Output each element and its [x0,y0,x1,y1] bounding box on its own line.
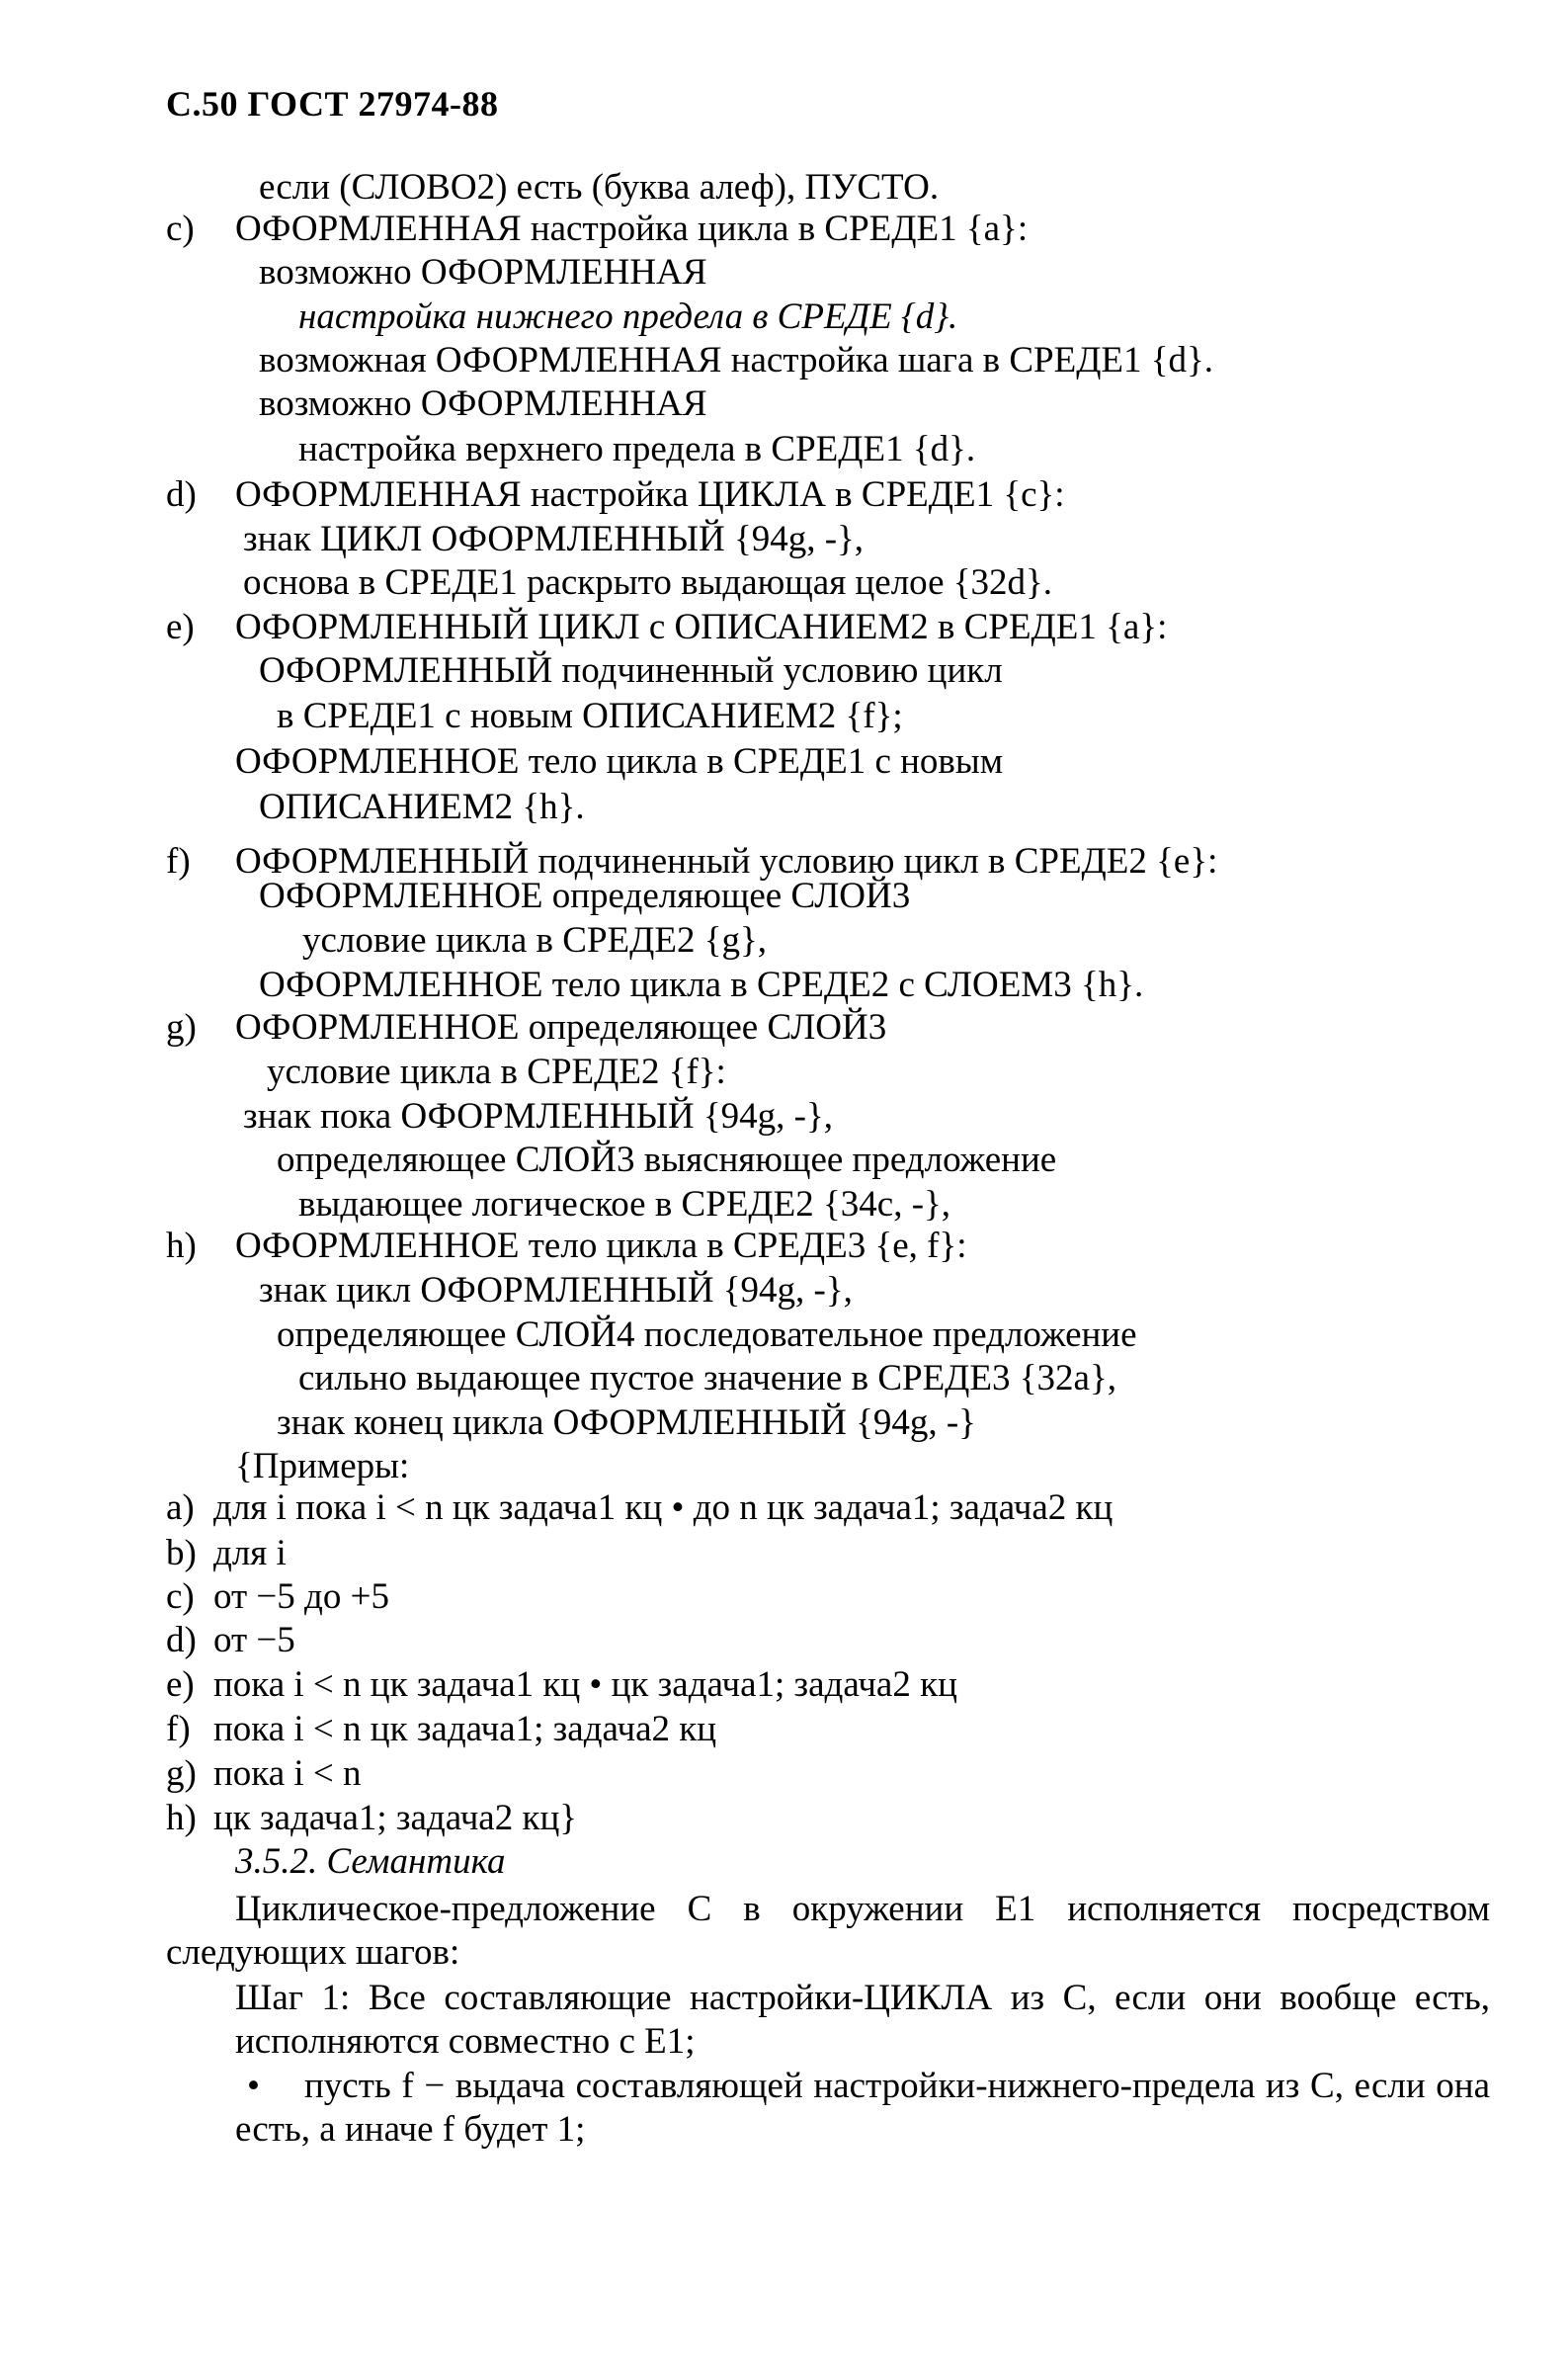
text-line: условие цикла в СРЕДЕ2 {g}, [302,920,767,961]
text-line: если (СЛОВО2) есть (буква алеф), ПУСТО. [259,167,940,208]
rule-marker-f: f) [166,841,191,882]
rule-marker-e: e) [166,607,195,647]
example-line: пока i < n цк задача1; задача2 кц [213,1709,717,1749]
example-line: для i пока i < n цк задача1 кц • до n цк задача1; задача2 кц [213,1487,1114,1528]
example-marker-c: c) [166,1576,195,1617]
example-marker-h: h) [166,1798,197,1838]
text-line: ОФОРМЛЕННОЕ тело цикла в СРЕДЕ3 {e, f}: [235,1226,967,1266]
text-line: ОФОРМЛЕННЫЙ подчиненный условию цикл в СРЕДЕ2 {e}: [235,841,1218,882]
text-line: знак конец цикла ОФОРМЛЕННЫЙ {94g, -} [277,1402,976,1443]
text-line: возможно ОФОРМЛЕННАЯ [259,383,707,424]
text-line: ОПИСАНИЕМ2 {h}. [259,787,585,827]
text-line: знак цикл ОФОРМЛЕННЫЙ {94g, -}, [259,1270,853,1311]
text-line: ОФОРМЛЕННОЕ тело цикла в СРЕДЕ1 с новым [235,741,1004,782]
bullet-paragraph: пусть f − выдача составляющей настройки-нижнего-предела из C, если она есть, а иначе f будет 1; [235,2066,1490,2150]
rule-marker-h: h) [166,1226,197,1266]
text-line: ОФОРМЛЕННОЕ определяющее СЛОЙ3 [259,876,911,916]
text-line: ОФОРМЛЕННОЕ тело цикла в СРЕДЕ2 с СЛОЕМ3 {h}. [259,965,1144,1005]
text-line: возможно ОФОРМЛЕННАЯ [259,252,707,293]
text-line: {Примеры: [235,1446,410,1486]
example-marker-a: a) [166,1487,195,1528]
text-line: ОФОРМЛЕННАЯ настройка ЦИКЛА в СРЕДЕ1 {c}: [235,474,1065,515]
rule-marker-g: g) [166,1007,197,1048]
text-line: знак ЦИКЛ ОФОРМЛЕННЫЙ {94g, -}, [243,519,865,559]
text-line: знак пока ОФОРМЛЕННЫЙ {94g, -}, [243,1096,833,1137]
example-line: от −5 [213,1620,295,1660]
intro-paragraph: Циклическое-предложение C в окружении E1 исполняется посредством следующих шагов: [166,1889,1490,1973]
example-marker-f: f) [166,1709,191,1749]
section-heading: 3.5.2. Семантика [235,1841,506,1882]
example-marker-g: g) [166,1753,197,1794]
example-line: от −5 до +5 [213,1576,389,1617]
text-line: возможная ОФОРМЛЕННАЯ настройка шага в СРЕДЕ1 {d}. [259,340,1214,381]
text-line: определяющее СЛОЙ4 последовательное предложение [277,1314,1137,1355]
text-line: ОФОРМЛЕННАЯ настройка цикла в СРЕДЕ1 {a}: [235,209,1029,249]
bullet-mark: • [247,2066,260,2106]
example-line: пока i < n [213,1753,362,1794]
page-header: С.50 ГОСТ 27974-88 [166,84,499,124]
text-line: определяющее СЛОЙ3 выясняющее предложение [277,1140,1057,1180]
example-line: пока i < n цк задача1 кц • цк задача1; задача2 кц [213,1664,957,1705]
example-marker-d: d) [166,1620,197,1660]
example-line: для i [213,1533,287,1573]
example-line: цк задача1; задача2 кц} [213,1798,578,1838]
text-line: основа в СРЕДЕ1 раскрыто выдающая целое {32d}. [243,562,1053,603]
rule-marker-d: d) [166,474,197,515]
step1-paragraph: Шаг 1: Все составляющие настройки-ЦИКЛА из C, если они вообще есть, исполняются совместно с E1; [235,1978,1490,2062]
text-line: сильно выдающее пустое значение в СРЕДЕ3 {32a}, [298,1358,1116,1398]
text-line: настройка верхнего предела в СРЕДЕ1 {d}. [298,429,976,469]
text-line: настройка нижнего предела в СРЕДЕ {d}. [298,296,958,337]
text-line: в СРЕДЕ1 с новым ОПИСАНИЕМ2 {f}; [277,696,903,736]
text-line: ОФОРМЛЕННОЕ определяющее СЛОЙ3 [235,1007,887,1048]
rule-marker-c: c) [166,209,195,249]
text-line: выдающее логическое в СРЕДЕ2 {34c, -}, [298,1184,951,1225]
example-marker-e: e) [166,1664,195,1705]
text-line: ОФОРМЛЕННЫЙ ЦИКЛ с ОПИСАНИЕМ2 в СРЕДЕ1 {a}: [235,607,1168,647]
text-line: условие цикла в СРЕДЕ2 {f}: [267,1052,726,1092]
text-line: ОФОРМЛЕННЫЙ подчиненный условию цикл [259,650,1003,691]
example-marker-b: b) [166,1533,197,1573]
